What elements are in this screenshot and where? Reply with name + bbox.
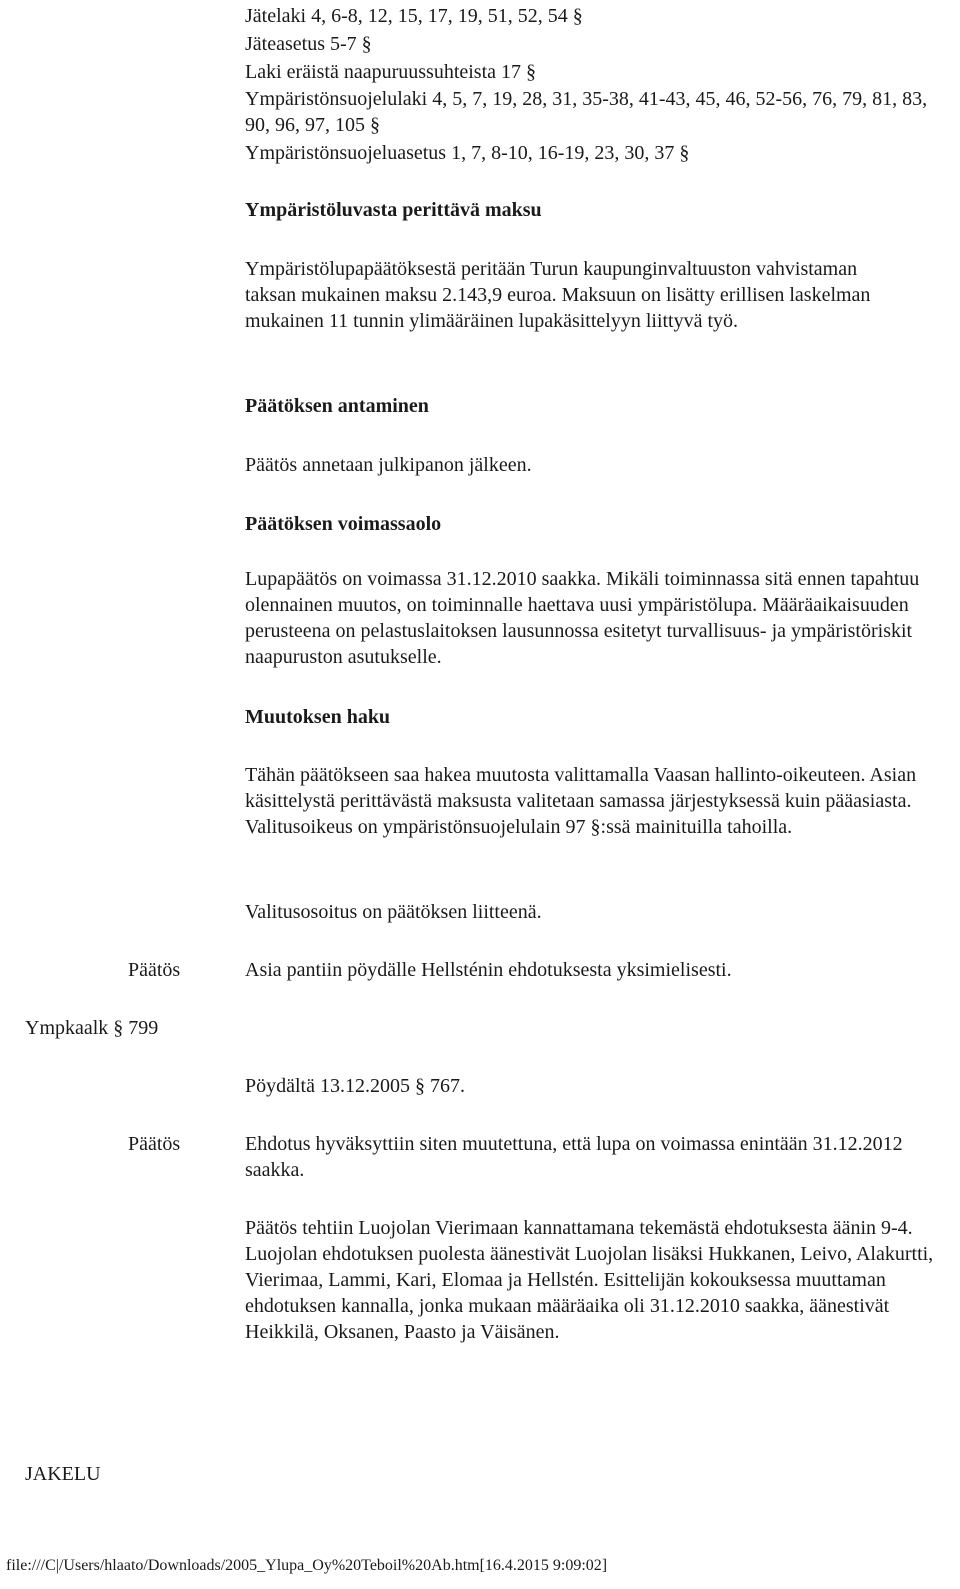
vote-result: Päätös tehtiin Luojolan Vierimaan kannattamana tekemästä ehdotuksesta äänin 9-4. Luojolan ehdotuksen puolesta äänestivät Luojolan lisäksi Hukkanen, Leivo, Alakurtti, Vierimaa, Lammi, Kari, Elomaa ja Hellstén. Esittelijän kokouksessa muuttaman ehdotuksen kannalla, jonka mukaan määräaika oli 31.12.2010 saakka, äänestivät Heikkilä, Oksanen, Paasto ja Väisänen.: [245, 1217, 934, 1343]
decision-text: Ehdotus hyväksyttiin siten muutettuna, että lupa on voimassa enintään 31.12.2012 saakka.: [245, 1133, 903, 1181]
section-text-issuance: Päätös annetaan julkipanon jälkeen.: [245, 454, 532, 476]
decision-label: Päätös: [128, 1133, 181, 1155]
distribution-heading: JAKELU: [25, 1463, 101, 1485]
section-text-fee: Ympäristölupapäätöksestä peritään Turun kaupunginvaltuuston vahvistaman taksan mukainen maksu 2.143,9 euroa. Maksuun on lisätty erillisen laskelman mukainen 11 tunnin ylimääräinen lupakäsittelyyn liittyvä työ.: [245, 258, 871, 332]
legal-reference: Ympäristönsuojeluasetus 1, 7, 8-10, 16-19, 23, 30, 37 §: [245, 142, 690, 164]
section-text-validity: Lupapäätös on voimassa 31.12.2010 saakka. Mikäli toiminnassa sitä ennen tapahtuu olennainen muutos, on toiminnalle haettava uusi ympäristölupa. Määräaikaisuuden perusteena on pelastuslaitoksen lausunnossa esitetyt turvallisuus- ja ympäristöriskit naapuruston asutukselle.: [245, 568, 920, 668]
legal-reference: Jätelaki 4, 6-8, 12, 15, 17, 19, 51, 52, 54 §: [245, 5, 583, 27]
section-heading-validity: Päätöksen voimassaolo: [245, 513, 442, 535]
decision-label: Päätös: [128, 959, 181, 981]
appeal-note: Valitusosoitus on päätöksen liitteenä.: [245, 901, 542, 923]
decision-text: Asia pantiin pöydälle Hellsténin ehdotuksesta yksimielisesti.: [245, 959, 732, 981]
legal-reference: Jäteasetus 5-7 §: [245, 33, 372, 55]
case-reference: Ympkaalk § 799: [25, 1017, 159, 1039]
legal-reference: Ympäristönsuojelulaki 4, 5, 7, 19, 28, 31, 35-38, 41-43, 45, 46, 52-56, 76, 79, 81, 83, 90, 96, 97, 105 §: [245, 88, 928, 136]
tabled-note: Pöydältä 13.12.2005 § 767.: [245, 1075, 465, 1097]
legal-reference: Laki eräistä naapuruussuhteista 17 §: [245, 61, 537, 83]
section-heading-appeal: Muutoksen haku: [245, 706, 391, 728]
section-text-appeal: Tähän päätökseen saa hakea muutosta valittamalla Vaasan hallinto-oikeuteen. Asian käsittelystä perittävästä maksusta valitetaan samassa järjestyksessä kuin pääasiasta. Valitusoikeus on ympäristönsuojelulain 97 §:ssä mainituilla tahoilla.: [245, 764, 917, 838]
file-path-footer: file:///C|/Users/hlaato/Downloads/2005_Ylupa_Oy%20Teboil%20Ab.htm[16.4.2015 9:09:02]: [6, 1557, 608, 1574]
section-heading-fee: Ympäristöluvasta perittävä maksu: [245, 199, 542, 221]
section-heading-issuance: Päätöksen antaminen: [245, 395, 429, 417]
